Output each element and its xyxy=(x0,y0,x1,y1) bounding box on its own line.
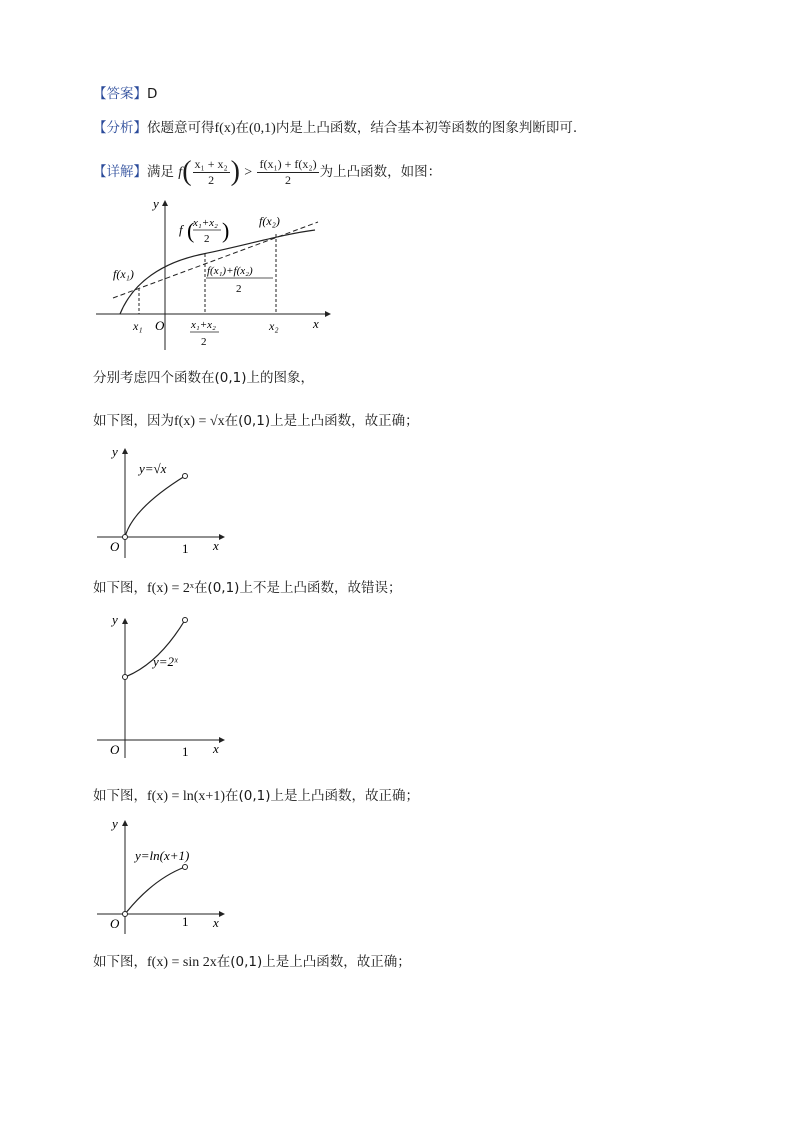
f-x1-label: f(x₁) xyxy=(113,267,134,281)
f-mid-rparen: ) xyxy=(222,218,230,243)
mid-num: x₁+x₂ xyxy=(191,319,216,331)
avg-num: f(x₁)+f(x₂) xyxy=(207,265,253,277)
case3-func: f(x) = ln(x+1) xyxy=(147,789,225,804)
answer-line xyxy=(93,84,157,104)
case3-curve-label: y=ln(x+1) xyxy=(135,848,190,863)
analysis-line xyxy=(93,118,577,139)
f-x2-label: f(x₂) xyxy=(259,214,280,228)
case4-func: f(x) = sin 2x xyxy=(147,955,217,970)
case2-line: 如下图，f(x) = 2ˣ在(0,1)上不是上凸函数，故错误； xyxy=(93,580,402,596)
case1-func: f(x) = √x xyxy=(174,414,225,429)
detail-f: f xyxy=(178,165,183,180)
svg-text:1: 1 xyxy=(182,541,189,556)
origin-label: O xyxy=(155,318,165,333)
f-mid-num: x₁+x₂ xyxy=(193,217,218,229)
detail-tag: 【详解】 xyxy=(93,164,147,180)
svg-text:y: y xyxy=(112,816,118,831)
exp-graph xyxy=(93,610,233,760)
svg-text:O: O xyxy=(110,742,120,757)
avg-den: 2 xyxy=(236,283,242,295)
analysis-tag: 【分析】 xyxy=(93,120,147,136)
svg-text:1: 1 xyxy=(182,914,189,929)
svg-text:y: y xyxy=(112,444,118,459)
f-mid-f: f xyxy=(179,222,183,237)
case1-line: 如下图，因为f(x) = √x在(0,1)上是上凸函数，故正确； xyxy=(93,413,419,429)
consider-line: 分别考虑四个函数在(0,1)上的图象， xyxy=(93,370,315,386)
case2-curve-label: y=2ˣ xyxy=(153,654,178,669)
analysis-pre: 依题意可得 xyxy=(147,120,215,136)
secant-line xyxy=(113,222,318,298)
y-axis-arrow xyxy=(162,200,168,206)
concave-function-figure xyxy=(93,192,338,352)
ln-graph xyxy=(93,814,233,936)
svg-text:1: 1 xyxy=(182,744,189,759)
svg-text:y: y xyxy=(112,612,118,627)
analysis-mid: 在 xyxy=(235,120,249,136)
svg-text:x: x xyxy=(213,538,219,553)
case4-line: 如下图，f(x) = sin 2x在(0,1)上是上凸函数，故正确； xyxy=(93,954,411,970)
case3-line: 如下图，f(x) = ln(x+1)在(0,1)上是上凸函数，故正确； xyxy=(93,788,420,804)
svg-text:x: x xyxy=(213,741,219,756)
detail-rhs-fraction: $\frac{\text{f(x₁) + f(x₂)}}{2}$ xyxy=(259,156,317,187)
detail-post: 为上凸函数，如图： xyxy=(319,164,442,180)
answer-value: D xyxy=(147,86,158,102)
x2-label: x₂ xyxy=(269,319,279,333)
answer-tag: 【答案】 xyxy=(93,86,147,102)
sqrt-graph xyxy=(93,442,233,560)
svg-text:x: x xyxy=(213,915,219,930)
mid-den: 2 xyxy=(201,336,207,348)
y-label: y xyxy=(153,196,159,211)
detail-lhs-fraction: $\frac{\text{x₁ + x₂}}{2}$ xyxy=(194,156,228,187)
x-label: x xyxy=(313,316,319,331)
detail-gt: > xyxy=(244,165,253,180)
detail-pre: 满足 xyxy=(147,164,174,180)
svg-text:O: O xyxy=(110,539,120,554)
analysis-interval: (0,1) xyxy=(249,121,276,136)
f-mid-lparen: ( xyxy=(187,218,195,243)
case2-func: f(x) = 2ˣ xyxy=(147,581,194,596)
analysis-post: 内是上凸函数，结合基本初等函数的图象判断即可. xyxy=(275,120,578,136)
case1-curve-label: y=√x xyxy=(139,461,167,476)
f-mid-den: 2 xyxy=(204,233,210,245)
svg-text:O: O xyxy=(110,916,120,931)
analysis-func: f(x) xyxy=(214,121,236,136)
x-axis-arrow xyxy=(325,311,331,317)
detail-line: 【详解】满足 f( $\frac{\text{x₁ + x₂}}{2}$ ) > $\frac{\text{f(x₁) + f(x₂)}}{2}$ 为上凸函数，如图： xyxy=(93,156,442,187)
x1-label: x₁ xyxy=(133,319,143,333)
